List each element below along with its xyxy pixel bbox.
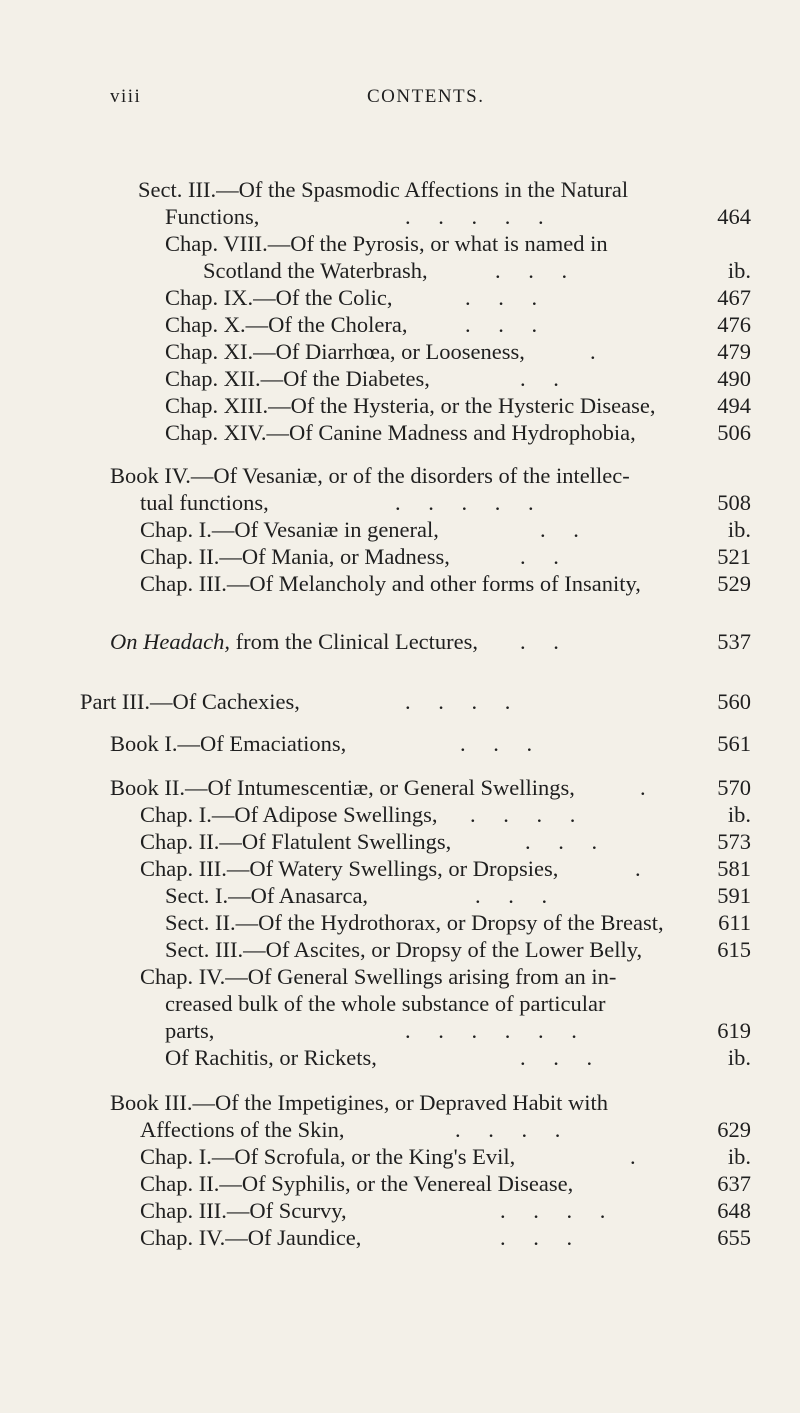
running-head: CONTENTS. xyxy=(367,86,485,107)
toc-entry-page: 537 xyxy=(717,629,751,654)
toc-entry-title: Chap. XII.—Of the Diabetes, xyxy=(165,366,430,391)
toc-entry-page: 560 xyxy=(717,689,751,714)
toc-entry-page: 521 xyxy=(717,544,751,569)
toc-entry-leader: . . . xyxy=(500,1225,584,1250)
toc-entry-leader: . . xyxy=(540,517,590,542)
toc-entry xyxy=(165,365,760,392)
toc-entry-leader: . . xyxy=(520,544,570,569)
toc-entry-leader: . . . xyxy=(460,731,544,756)
toc-entry-page: 637 xyxy=(717,1171,751,1196)
toc-entry-title: Chap. I.—Of Vesaniæ in general, xyxy=(140,517,439,542)
toc-entry-title: Chap. III.—Of Watery Swellings, or Dropsies, xyxy=(140,856,559,881)
toc-entry-page: 490 xyxy=(717,366,751,391)
toc-entry xyxy=(140,828,760,855)
toc-entry-title: Sect. I.—Of Anasarca, xyxy=(165,883,369,908)
toc-entry-title: Chap. XI.—Of Diarrhœa, or Looseness, xyxy=(165,339,525,364)
toc-entry-title: Scotland the Waterbrash, xyxy=(203,258,428,283)
toc-entry-page: 529 xyxy=(717,571,751,596)
toc-entry-title: Chap. X.—Of the Cholera, xyxy=(165,312,408,337)
toc-entry-title: Affections of the Skin, xyxy=(140,1117,345,1142)
toc-entry-page: 467 xyxy=(717,285,751,310)
toc-entry xyxy=(110,628,760,655)
toc-entry-title: Sect. III.—Of the Spasmodic Affections in the Natural xyxy=(138,177,629,202)
toc-entry-page: ib. xyxy=(727,1144,751,1169)
toc-entry-page: ib. xyxy=(727,1045,751,1070)
toc-entry-page: 619 xyxy=(717,1018,751,1043)
toc-entry xyxy=(110,730,760,757)
toc-entry-title: Book I.—Of Emaciations, xyxy=(110,731,347,756)
toc-entry xyxy=(110,462,760,489)
toc-entry-title: Sect. III.—Of Ascites, or Dropsy of the Lower Belly, xyxy=(165,937,643,962)
toc-entry-page: ib. xyxy=(727,517,751,542)
toc-entry-leader: . . . xyxy=(525,829,609,854)
toc-entry-title: Chap. I.—Of Scrofula, or the King's Evil, xyxy=(140,1144,516,1169)
toc-entry-title: Of Rachitis, or Rickets, xyxy=(165,1045,377,1070)
toc-entry-leader: . xyxy=(640,775,657,800)
toc-entry xyxy=(203,257,760,284)
toc-entry xyxy=(165,419,760,446)
toc-entry-page: ib. xyxy=(727,802,751,827)
toc-entry xyxy=(165,203,760,230)
toc-entry xyxy=(140,1224,760,1251)
toc-entry-title: Chap. IV.—Of Jaundice, xyxy=(140,1225,362,1250)
toc-entry xyxy=(165,311,760,338)
toc-entry xyxy=(140,570,760,597)
toc-entry-italic-title: On Headach, xyxy=(110,629,230,654)
toc-entry-leader: . . . . . xyxy=(395,490,545,515)
toc-entry-title: Chap. XIV.—Of Canine Madness and Hydrophobia, xyxy=(165,420,636,445)
toc-entry-title: parts, xyxy=(165,1018,215,1043)
toc-entry xyxy=(140,1116,760,1143)
toc-entry-leader: . xyxy=(630,1144,647,1169)
toc-entry-title: Chap. III.—Of Melancholy and other forms of Insanity, xyxy=(140,571,641,596)
toc-entry-leader: . . . . xyxy=(500,1198,617,1223)
toc-entry xyxy=(140,1143,760,1170)
page-folio: viii xyxy=(110,86,142,107)
toc-entry-page: 464 xyxy=(717,204,751,229)
toc-entry-leader: . . . . xyxy=(455,1117,572,1142)
toc-entry-title: Chap. IV.—Of General Swellings arising from an in- xyxy=(140,964,617,989)
toc-entry-title: Chap. XIII.—Of the Hysteria, or the Hysteric Disease, xyxy=(165,393,656,418)
toc-entry-page: 506 xyxy=(717,420,751,445)
toc-entry xyxy=(165,284,760,311)
toc-entry xyxy=(165,392,760,419)
toc-entry xyxy=(140,1170,760,1197)
toc-entry-leader: . . . . . xyxy=(405,204,555,229)
toc-entry xyxy=(140,1197,760,1224)
toc-entry xyxy=(165,1044,760,1071)
toc-entry-page: 591 xyxy=(717,883,751,908)
toc-entry xyxy=(140,855,760,882)
toc-entry-title: Chap. IX.—Of the Colic, xyxy=(165,285,393,310)
toc-entry-leader: . . . xyxy=(465,285,549,310)
toc-entry-page: 476 xyxy=(717,312,751,337)
toc-entry xyxy=(80,688,760,715)
toc-entry xyxy=(140,489,760,516)
toc-entry xyxy=(140,963,760,990)
toc-entry-page: 573 xyxy=(717,829,751,854)
toc-entry xyxy=(165,1017,760,1044)
toc-entry-leader: . xyxy=(635,856,652,881)
toc-entry-page: 629 xyxy=(717,1117,751,1142)
toc-entry-title: tual functions, xyxy=(140,490,269,515)
toc-entry-title: Chap. I.—Of Adipose Swellings, xyxy=(140,802,438,827)
toc-entry-title: Book IV.—Of Vesaniæ, or of the disorders of the intellec- xyxy=(110,463,630,488)
toc-entry-page: 508 xyxy=(717,490,751,515)
toc-entry-leader: . xyxy=(590,339,607,364)
toc-entry xyxy=(165,909,760,936)
toc-entry-title: Chap. II.—Of Mania, or Madness, xyxy=(140,544,450,569)
toc-entry-title: Functions, xyxy=(165,204,260,229)
toc-entry-leader: . . . . xyxy=(405,689,522,714)
toc-entry-title: Chap. II.—Of Flatulent Swellings, xyxy=(140,829,452,854)
toc-entry-title: Chap. III.—Of Scurvy, xyxy=(140,1198,347,1223)
toc-entry-title: Chap. II.—Of Syphilis, or the Venereal Disease, xyxy=(140,1171,574,1196)
toc-entry-title: creased bulk of the whole substance of particular xyxy=(165,991,606,1016)
toc-entry xyxy=(110,1089,760,1116)
toc-entry-page: 479 xyxy=(717,339,751,364)
toc-entry-page: 581 xyxy=(717,856,751,881)
toc-entry-page: 570 xyxy=(717,775,751,800)
toc-entry-title: Book II.—Of Intumescentiæ, or General Swellings, xyxy=(110,775,575,800)
toc-entry xyxy=(140,516,760,543)
toc-entry-page: 648 xyxy=(717,1198,751,1223)
toc-entry-title: Book III.—Of the Impetigines, or Depraved Habit with xyxy=(110,1090,608,1115)
toc-entry-title: Sect. II.—Of the Hydrothorax, or Dropsy of the Breast, xyxy=(165,910,664,935)
toc-entry-page: 655 xyxy=(717,1225,751,1250)
toc-entry xyxy=(165,882,760,909)
toc-entry-leader: . . . . xyxy=(470,802,587,827)
toc-entry-page: 561 xyxy=(717,731,751,756)
toc-entry-page: 611 xyxy=(718,910,751,935)
toc-entry-leader: . . . xyxy=(495,258,579,283)
toc-entry-title: Part III.—Of Cachexies, xyxy=(80,689,300,714)
toc-entry xyxy=(165,338,760,365)
toc-entry-page: ib. xyxy=(727,258,751,283)
toc-entry-page: 494 xyxy=(717,393,751,418)
toc-entry xyxy=(138,176,760,203)
toc-entry xyxy=(165,990,760,1017)
toc-entry-leader: . . xyxy=(520,366,570,391)
page-header xyxy=(110,86,750,114)
toc-entry-page: 615 xyxy=(717,937,751,962)
toc-entry-leader: . . . xyxy=(465,312,549,337)
toc-entry-leader: . . . . . . xyxy=(405,1018,588,1043)
toc-entry xyxy=(165,230,760,257)
toc-entry xyxy=(110,774,760,801)
toc-entry-leader: . . . xyxy=(475,883,559,908)
toc-entry-title-rest: from the Clinical Lectures, xyxy=(235,629,479,654)
toc-entry-leader: . . xyxy=(520,629,570,654)
toc-entry-title: Chap. VIII.—Of the Pyrosis, or what is named in xyxy=(165,231,608,256)
toc-entry-title xyxy=(110,628,478,655)
toc-entry-leader: . . . xyxy=(520,1045,604,1070)
toc-entry xyxy=(165,936,760,963)
toc-entry xyxy=(140,543,760,570)
toc-entry xyxy=(140,801,760,828)
